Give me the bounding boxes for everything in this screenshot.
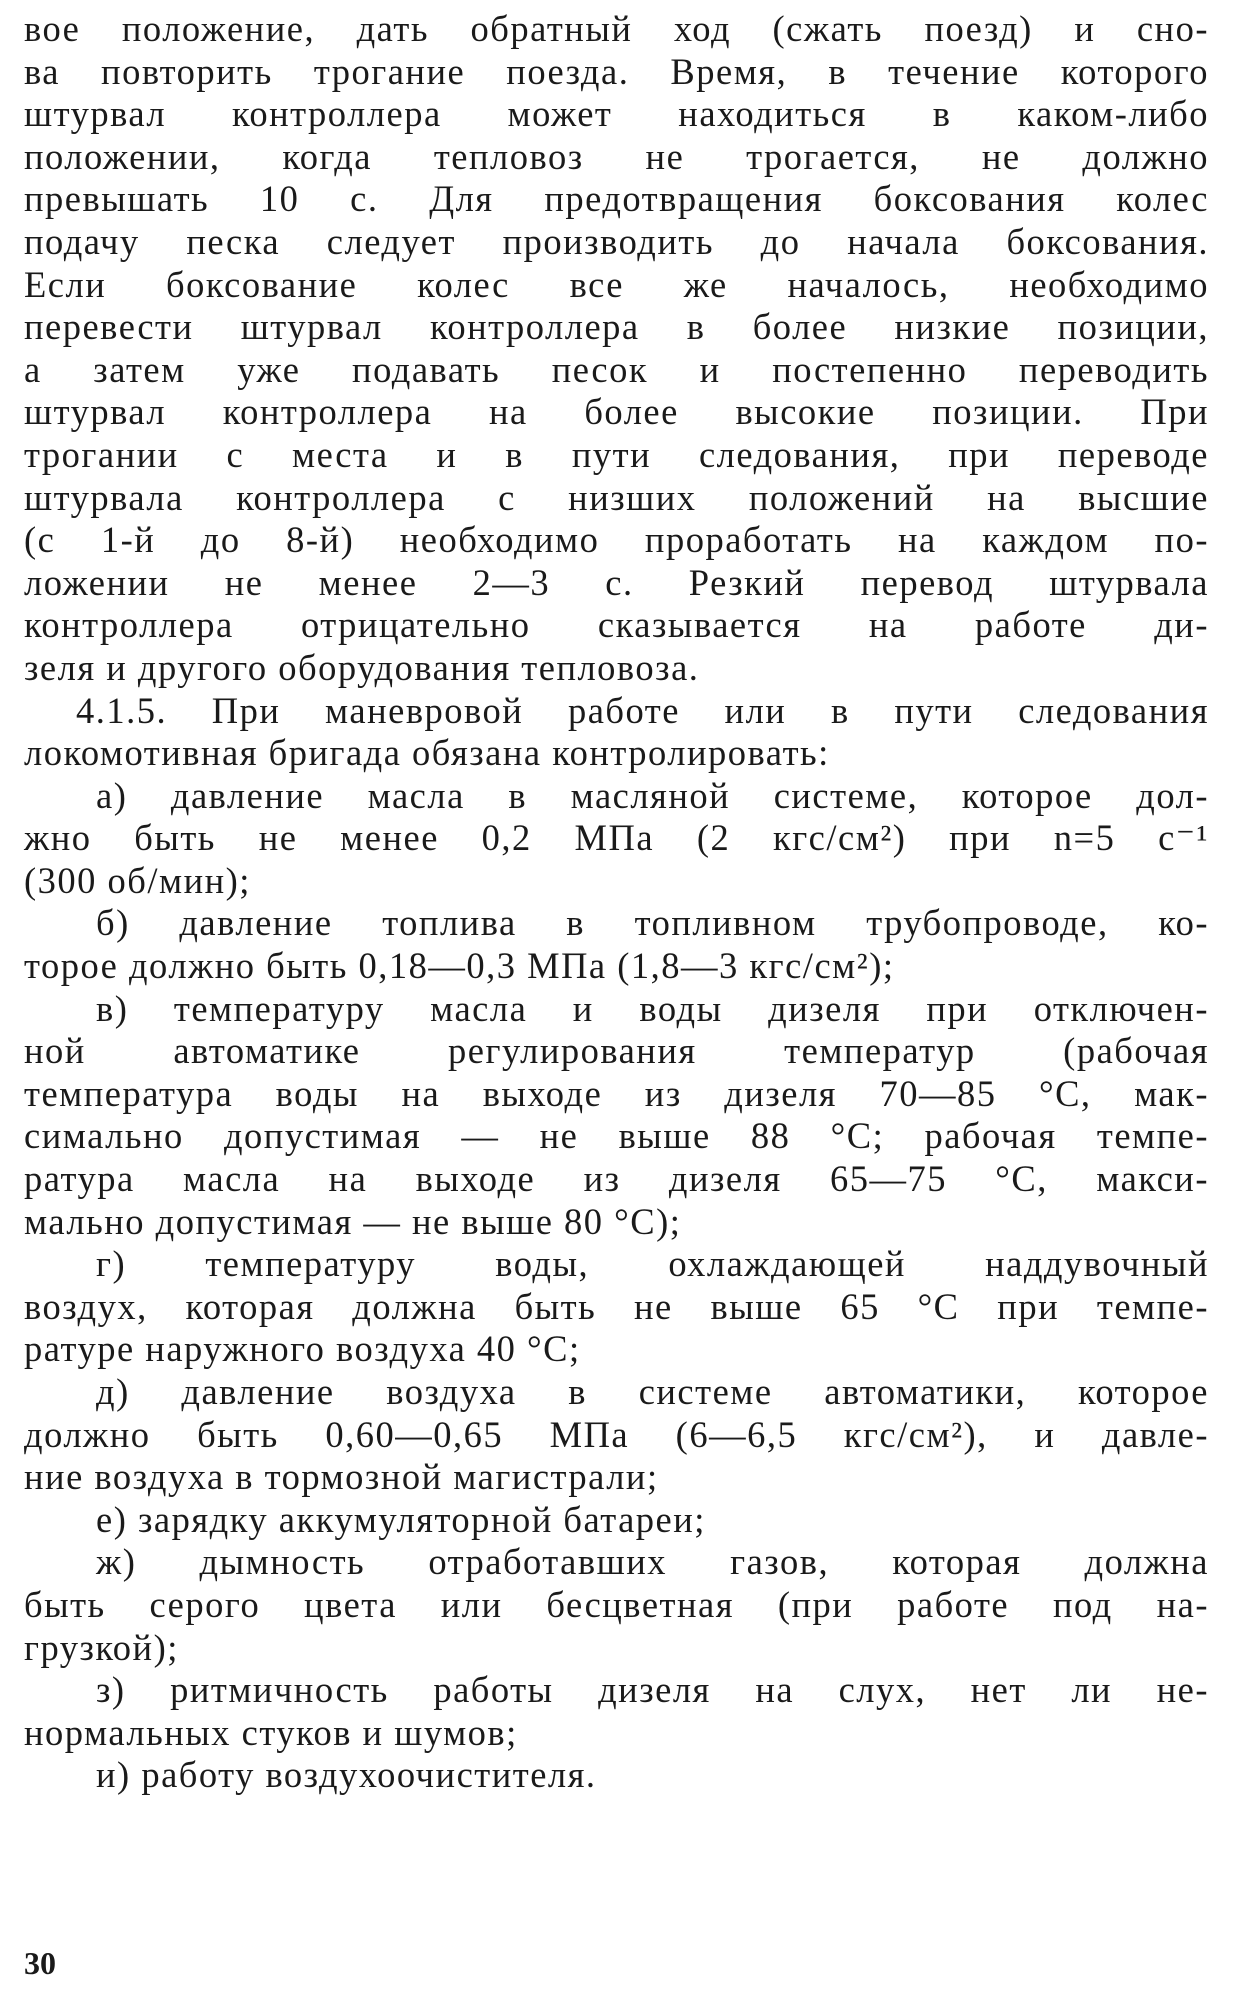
text-line: вое положение, дать обратный ход (сжать поезд) и сно- [24, 8, 1209, 49]
text-line: Если боксование колес все же началось, необходимо [24, 263, 1209, 305]
text-line: температура воды на выходе из дизеля 70—85 °С, мак- [24, 1072, 1209, 1114]
section-heading-line: 4.1.5. При маневровой работе или в пути следования [76, 689, 1209, 731]
text-line: штурвал контроллера может находиться в каком-либо [24, 93, 1209, 135]
item-e [24, 1499, 1209, 1542]
item-g [24, 1243, 1209, 1371]
text-line: воздух, которая должна быть не выше 65 °С при темпе- [24, 1285, 1209, 1327]
item-v [24, 988, 1209, 1244]
text-line: должно быть 0,60—0,65 МПа (6—6,5 кгс/см²), и давле- [24, 1413, 1209, 1455]
text-line: ложении не менее 2—3 с. Резкий перевод штурвала [24, 561, 1209, 603]
section-4-1-5 [24, 690, 1209, 775]
list-item-line: и) работу воздухоочистителя. [96, 1754, 597, 1796]
text-line: штурвал контроллера на более высокие позиции. При [24, 391, 1209, 433]
text-line: ной автоматике регулирования температур (рабочая [24, 1030, 1209, 1072]
text-line: жно быть не менее 0,2 МПа (2 кгс/см²) при n=5 с⁻¹ [24, 817, 1209, 859]
list-item-line: а) давление масла в масляной системе, которое дол- [96, 774, 1209, 816]
text-line: быть серого цвета или бесцветная (при работе под на- [24, 1583, 1209, 1625]
list-item-line: д) давление воздуха в системе автоматики, которое [96, 1371, 1209, 1412]
item-zh [24, 1541, 1209, 1669]
document-page [24, 8, 1209, 1797]
text-line: трогании с места и в пути следования, при переводе [24, 433, 1209, 475]
text-line: симально допустимая — не выше 88 °С; рабочая темпе- [24, 1115, 1209, 1157]
list-item-line: в) температуру масла и воды дизеля при отключен- [96, 987, 1209, 1029]
item-b [24, 902, 1209, 987]
page-number: 30 [24, 1945, 56, 1981]
text-line: торое должно быть 0,18—0,3 МПа (1,8—3 кгс/см²); [24, 945, 895, 987]
text-line: (с 1-й до 8-й) необходимо проработать на каждом по- [24, 519, 1209, 561]
text-line: а затем уже подавать песок и постепенно переводить [24, 348, 1209, 390]
item-d [24, 1371, 1209, 1499]
item-a [24, 775, 1209, 903]
text-line: перевести штурвал контроллера в более низкие позиции, [24, 306, 1209, 348]
text-line: мально допустимая — не выше 80 °С); [24, 1200, 682, 1242]
list-item-line: г) температуру воды, охлаждающей наддувочный [96, 1243, 1209, 1285]
text-line: ва повторить трогание поезда. Время, в течение которого [24, 50, 1209, 92]
text-line: (300 об/мин); [24, 859, 251, 901]
text-line: грузкой); [24, 1626, 179, 1668]
text-line: ратуре наружного воздуха 40 °С; [24, 1328, 581, 1370]
text-line: подачу песка следует производить до начала боксования. [24, 220, 1209, 262]
text-line: нормальных стуков и шумов; [24, 1711, 518, 1753]
list-item-line: б) давление топлива в топливном трубопроводе, ко- [96, 902, 1209, 944]
list-item-line: з) ритмичность работы дизеля на слух, нет ли не- [96, 1669, 1209, 1711]
list-item-line: е) зарядку аккумуляторной батареи; [96, 1498, 706, 1540]
item-z [24, 1669, 1209, 1754]
text-line: ратура масла на выходе из дизеля 65—75 °С, макси- [24, 1158, 1209, 1200]
list-item-line: ж) дымность отработавших газов, которая должна [96, 1541, 1209, 1583]
text-line: положении, когда тепловоз не трогается, не должно [24, 135, 1209, 177]
text-line: превышать 10 с. Для предотвращения боксования колес [24, 178, 1209, 220]
text-line: зеля и другого оборудования тепловоза. [24, 646, 700, 688]
text-line: контроллера отрицательно сказывается на работе ди- [24, 604, 1209, 646]
item-i [24, 1754, 1209, 1797]
text-line: локомотивная бригада обязана контролировать: [24, 732, 830, 774]
continuation-paragraph [24, 8, 1209, 690]
text-line: штурвала контроллера с низших положений на высшие [24, 476, 1209, 518]
text-line: ние воздуха в тормозной магистрали; [24, 1456, 659, 1498]
